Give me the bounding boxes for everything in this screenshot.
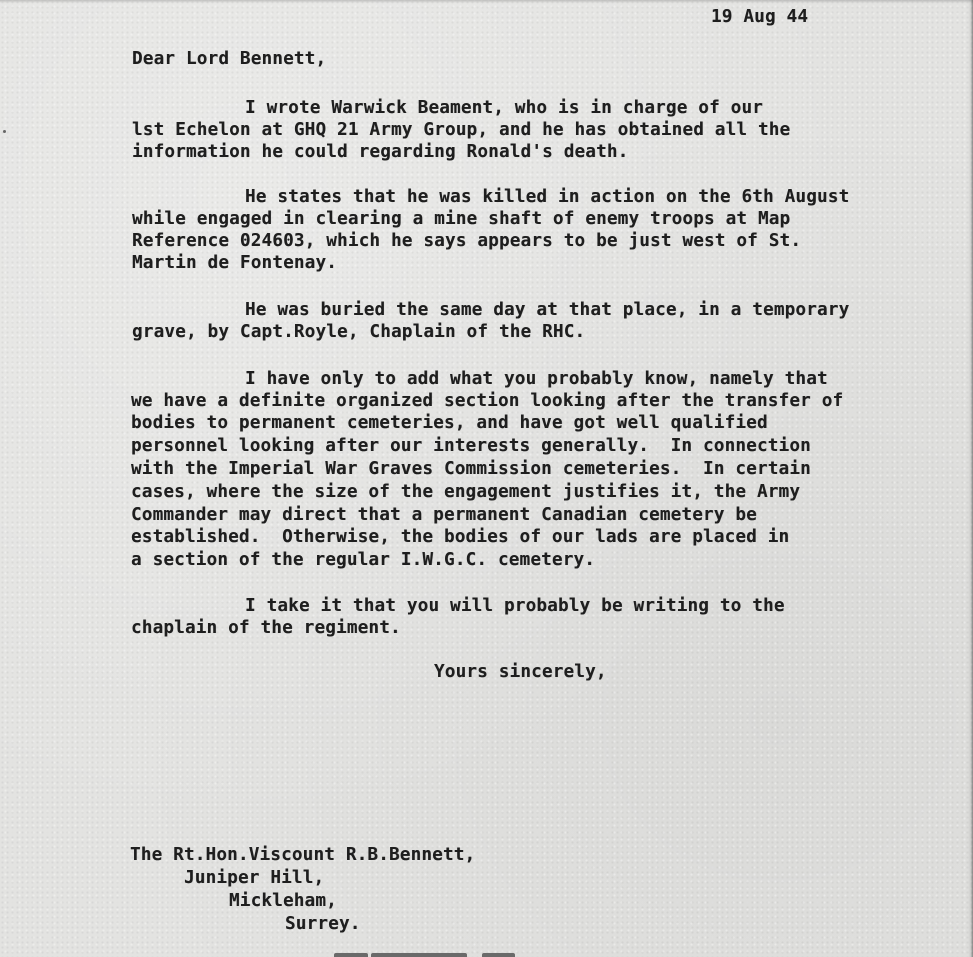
paragraph-line: He was buried the same day at that place, in a temporary xyxy=(245,300,850,320)
paragraph-line: Commander may direct that a permanent Canadian cemetery be xyxy=(131,505,757,525)
paragraph-line: Martin de Fontenay. xyxy=(132,253,338,273)
paragraph-line: Reference 024603, which he says appears to be just west of St. xyxy=(132,231,802,251)
paragraph-line: we have a definite organized section looking after the transfer of xyxy=(131,391,844,411)
paragraph-line: lst Echelon at GHQ 21 Army Group, and he has obtained all the xyxy=(132,120,791,140)
address-line: Juniper Hill, xyxy=(184,868,325,888)
letter-date: 19 Aug 44 xyxy=(711,7,809,27)
paragraph-line: with the Imperial War Graves Commission cemeteries. In certain xyxy=(131,459,811,479)
closing: Yours sincerely, xyxy=(434,662,607,682)
paragraph-line: I wrote Warwick Beament, who is in charge of our xyxy=(245,98,764,118)
paragraph-line: He states that he was killed in action on the 6th August xyxy=(245,187,850,207)
paragraph-line: I have only to add what you probably know, namely that xyxy=(245,369,828,389)
paragraph-line: information he could regarding Ronald's death. xyxy=(132,142,629,162)
paragraph-line: while engaged in clearing a mine shaft of enemy troops at Map xyxy=(132,209,791,229)
address-line: Mickleham, xyxy=(229,891,337,911)
scan-binding-tab xyxy=(334,953,368,957)
paper-speck xyxy=(3,130,6,133)
address-line: The Rt.Hon.Viscount R.B.Bennett, xyxy=(130,845,476,865)
paragraph-line: a section of the regular I.W.G.C. cemetery. xyxy=(131,550,596,570)
page-edge-shadow xyxy=(968,0,973,957)
paragraph-line: bodies to permanent cemeteries, and have got well qualified xyxy=(131,413,768,433)
paragraph-line: chaplain of the regiment. xyxy=(131,618,401,638)
paragraph-line: personnel looking after our interests generally. In connection xyxy=(131,436,811,456)
paragraph-line: grave, by Capt.Royle, Chaplain of the RHC. xyxy=(132,322,586,342)
salutation: Dear Lord Bennett, xyxy=(132,49,327,69)
address-line: Surrey. xyxy=(285,914,361,934)
scan-binding-tab xyxy=(371,953,467,957)
paragraph-line: I take it that you will probably be writing to the xyxy=(245,596,785,616)
paragraph-line: cases, where the size of the engagement justifies it, the Army xyxy=(131,482,801,502)
scan-binding-tab xyxy=(482,953,515,957)
paragraph-line: established. Otherwise, the bodies of our lads are placed in xyxy=(131,527,790,547)
